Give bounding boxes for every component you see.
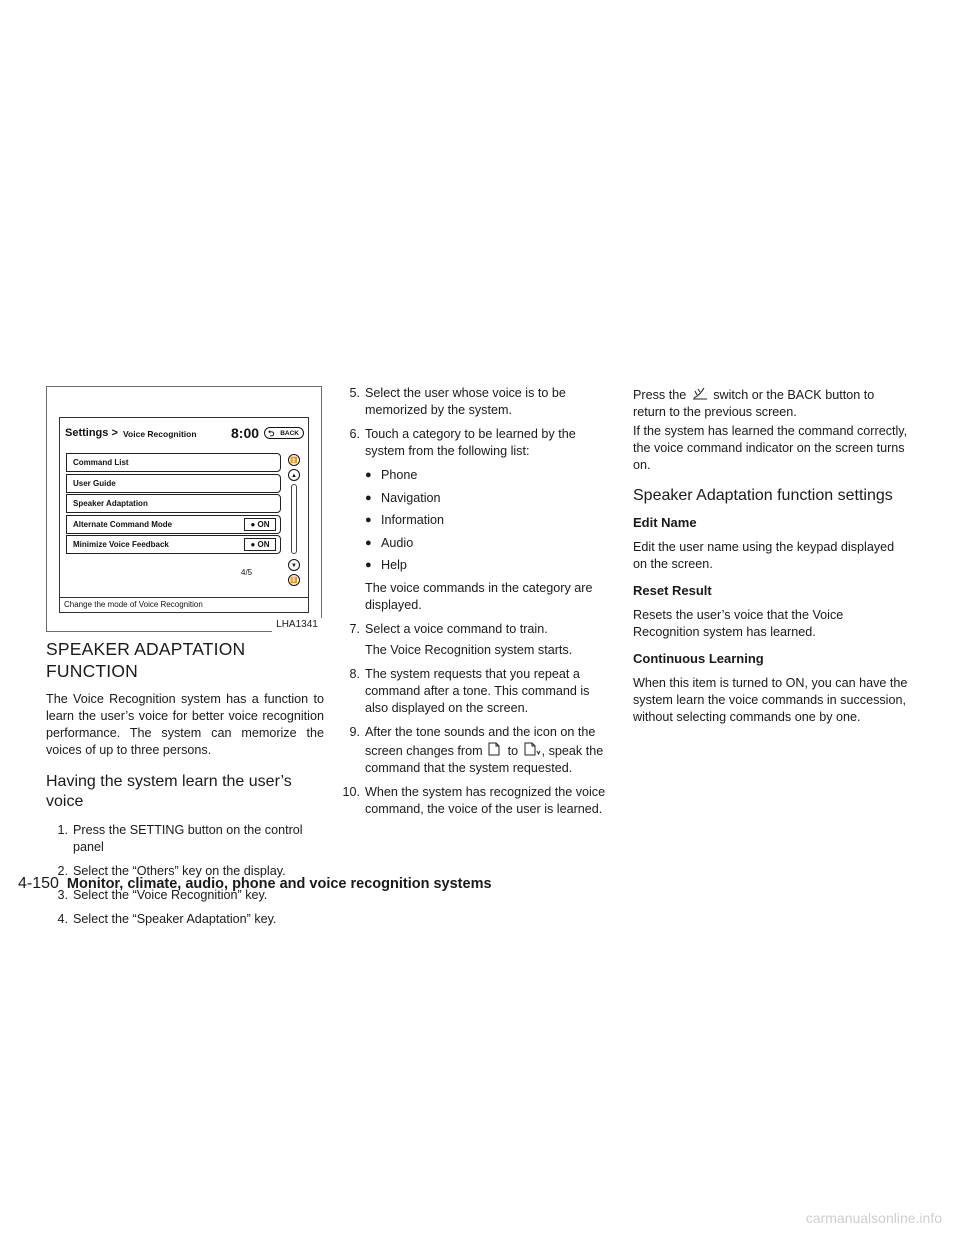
talk-switch-icon: [690, 385, 710, 401]
learned-note: If the system has learned the command correctly, the voice command indicator on the screen turns on.: [633, 424, 908, 472]
reset-result-text: Resets the user’s voice that the Voice Recognition system has learned.: [633, 608, 844, 639]
continuous-learning-title: Continuous Learning: [633, 651, 764, 666]
scroll-down-icon[interactable]: ▼: [288, 559, 300, 571]
step-4: 4. Select the “Speaker Adaptation” key.: [57, 912, 277, 926]
step-7: 7. Select a voice command to train.: [349, 621, 548, 636]
back-button-label: BACK: [280, 430, 299, 437]
menu-item-label: Minimize Voice Feedback: [73, 540, 169, 549]
steps-list-part4: [338, 666, 612, 818]
category-item: ● Information: [365, 513, 444, 527]
page-indicator: 4/5: [241, 568, 253, 577]
steps-column-2: [338, 385, 612, 825]
continuous-learning-text: When this item is turned to ON, you can have the system learn the voice commands in succession, without selecting commands one by one.: [633, 676, 908, 724]
figure-voice-recognition-screen: [46, 386, 322, 632]
menu-item-minimize-voice-feedback[interactable]: [66, 535, 281, 554]
speaker-with-voice-icon: [522, 741, 542, 757]
press-switch-note: Press the switch or the BACK button to return to the previous screen.: [633, 385, 910, 421]
page-footer: [18, 874, 492, 894]
step-8: 8. The system requests that you repeat a command after a tone. This command is also displayed on the screen.: [349, 666, 590, 715]
steps-list-part3: [338, 621, 612, 638]
scrollbar[interactable]: [288, 454, 302, 582]
step-10: 10. When the system has recognized the voice command, the voice of the user is learned.: [342, 784, 606, 816]
screen-clock: 8:00: [231, 425, 260, 441]
step-5: 5. Select the user whose voice is to be memorized by the system.: [349, 386, 566, 417]
step-7-note: The Voice Recognition system starts.: [365, 642, 573, 657]
bullet-icon: ●: [365, 491, 372, 504]
scroll-up-icon[interactable]: ▲: [288, 469, 300, 481]
screen-menu: [66, 453, 281, 556]
watermark-text: carmanualsonline.info: [805, 1210, 942, 1226]
bullet-icon: ●: [365, 559, 372, 571]
screen-title: Settings >: [65, 427, 118, 439]
column-3: [633, 385, 910, 726]
menu-item-label: Speaker Adaptation: [73, 499, 148, 508]
category-note: The voice commands in the category are displayed.: [365, 580, 593, 612]
step-1: 1. Press the SETTING button on the control panel: [57, 823, 303, 854]
figure-id: LHA1341: [272, 618, 322, 632]
bullet-icon: ●: [365, 536, 372, 549]
menu-item-alternate-command-mode[interactable]: [66, 515, 281, 534]
step-6: 6. Touch a category to be learned by the system from the following list:: [349, 427, 576, 458]
edit-name-title: Edit Name: [633, 515, 697, 530]
chapter-title: Monitor, climate, audio, phone and voice recognition systems: [66, 876, 492, 892]
display-screen: [59, 417, 309, 613]
category-item: ● Phone: [365, 468, 418, 482]
scroll-track[interactable]: [291, 484, 297, 554]
settings-title: Speaker Adaptation function settings: [633, 487, 893, 504]
category-list: [338, 467, 612, 574]
category-item: ● Audio: [365, 535, 414, 550]
menu-item-user-guide[interactable]: [66, 474, 281, 493]
section-intro: The Voice Recognition system has a function to learn the user’s voice for better voice recognition performance. The system can memorize the voices of up to three persons.: [46, 692, 324, 757]
section-title: SPEAKER ADAPTATION FUNCTION: [46, 639, 246, 681]
menu-item-command-list[interactable]: [66, 453, 281, 472]
step-3: 3. Select the “Voice Recognition” key.: [57, 888, 268, 902]
back-arrow-icon: ⮌: [268, 429, 275, 438]
page-number: 4-150: [18, 875, 59, 892]
bullet-icon: ●: [365, 469, 372, 481]
scroll-top-icon[interactable]: ⏫: [288, 454, 300, 466]
category-item: ● Help: [365, 558, 407, 572]
menu-item-label: Alternate Command Mode: [73, 519, 173, 529]
step-2: 2. Select the “Others” key on the display.: [57, 864, 286, 878]
scroll-bottom-icon[interactable]: ⏬: [288, 574, 300, 586]
subsection-title: Having the system learn the user’s voice: [46, 773, 292, 810]
menu-item-speaker-adaptation[interactable]: [66, 494, 281, 513]
speaker-icon: [486, 741, 504, 757]
menu-item-label: Command List: [73, 458, 129, 467]
menu-item-label: User Guide: [73, 478, 116, 488]
on-toggle[interactable]: ● ON: [244, 538, 276, 551]
screen-header: [65, 426, 303, 444]
screen-subtitle: Voice Recognition: [123, 429, 197, 439]
edit-name-text: Edit the user name using the keypad displayed on the screen.: [633, 540, 895, 571]
status-bar: Change the mode of Voice Recognition: [60, 597, 308, 612]
reset-result-title: Reset Result: [633, 583, 712, 598]
steps-list-part2: [338, 385, 612, 460]
on-toggle[interactable]: ● ON: [244, 518, 276, 531]
bullet-icon: ●: [365, 514, 372, 526]
step-9: 9. After the tone sounds and the icon on the screen changes from to , speak the command that the system requested.: [349, 724, 604, 775]
category-item: ● Navigation: [365, 490, 441, 505]
back-button[interactable]: [264, 427, 304, 439]
